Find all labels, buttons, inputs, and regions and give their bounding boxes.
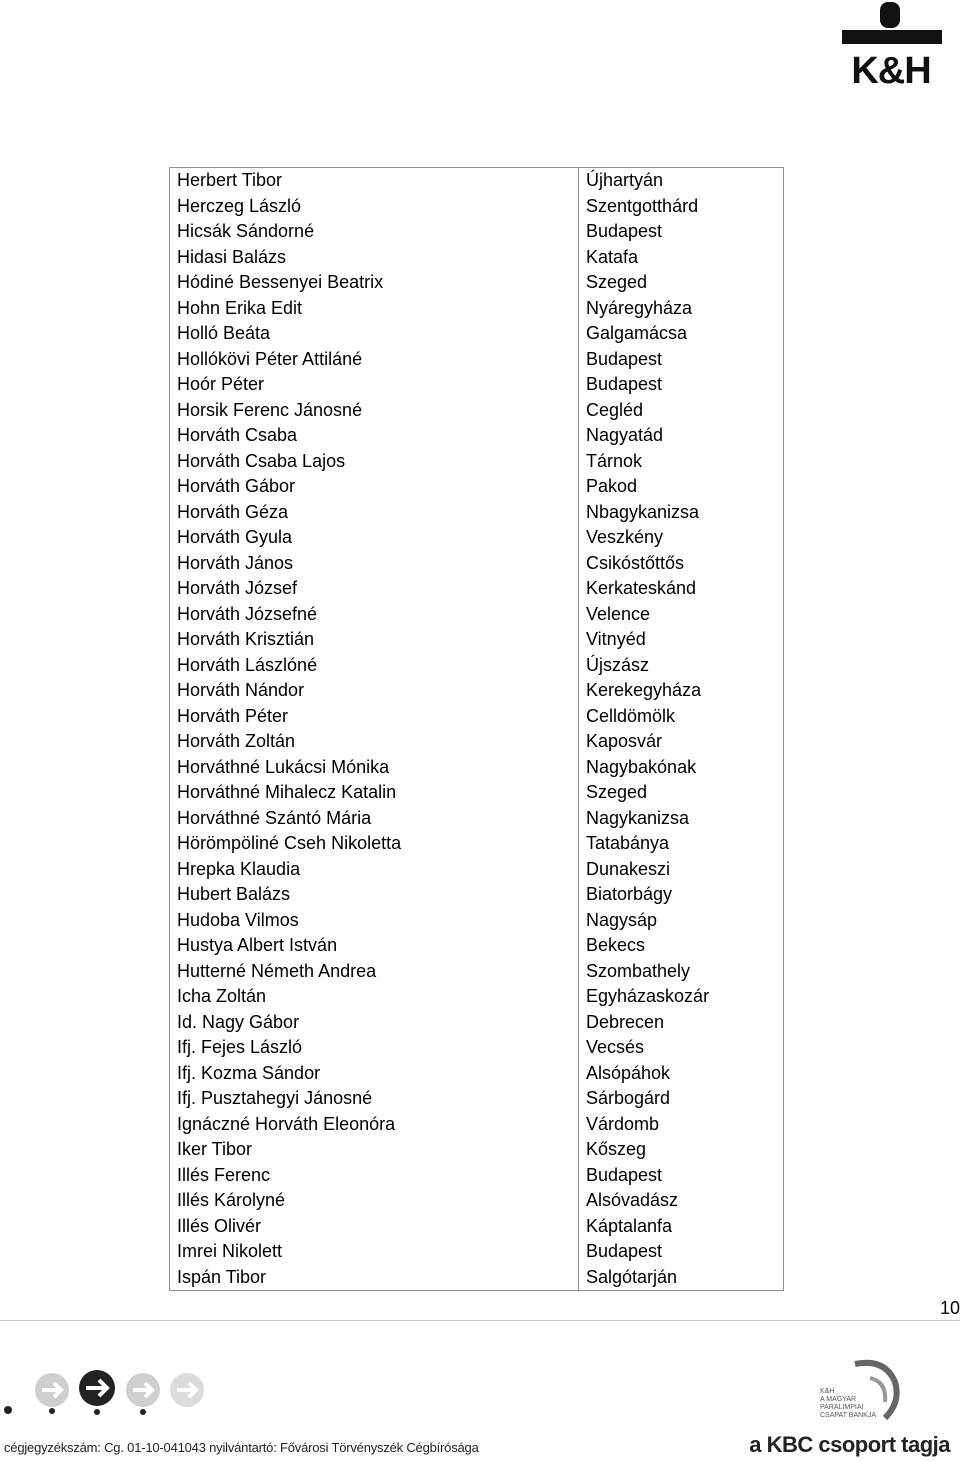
table-row — [170, 270, 784, 296]
table-row — [170, 194, 784, 220]
person-name: Horváth Csaba — [170, 423, 579, 449]
city-name: Alsópáhok — [579, 1061, 784, 1087]
person-name: Hutterné Németh Andrea — [170, 959, 579, 985]
city-name: Debrecen — [579, 1010, 784, 1036]
table-row — [170, 423, 784, 449]
city-name: Szentgotthárd — [579, 194, 784, 220]
person-name: Icha Zoltán — [170, 984, 579, 1010]
person-name: Horváth Csaba Lajos — [170, 449, 579, 475]
city-name: Sárbogárd — [579, 1086, 784, 1112]
person-name: Horváthné Mihalecz Katalin — [170, 780, 579, 806]
person-name: Hohn Erika Edit — [170, 296, 579, 322]
city-name: Kerkateskánd — [579, 576, 784, 602]
city-name: Vitnyéd — [579, 627, 784, 653]
city-name: Várdomb — [579, 1112, 784, 1138]
name-city-table — [169, 167, 784, 1291]
person-name: Holló Beáta — [170, 321, 579, 347]
person-name: Horváth Gábor — [170, 474, 579, 500]
city-name: Velence — [579, 602, 784, 628]
paralympic-text — [820, 1388, 876, 1420]
table-row — [170, 806, 784, 832]
city-name: Katafa — [579, 245, 784, 271]
city-name: Nagybakónak — [579, 755, 784, 781]
city-name: Cegléd — [579, 398, 784, 424]
person-name: Hubert Balázs — [170, 882, 579, 908]
table-row — [170, 1035, 784, 1061]
person-name: Ifj. Kozma Sándor — [170, 1061, 579, 1087]
table-row — [170, 1239, 784, 1265]
table-row — [170, 729, 784, 755]
person-name: Hollókövi Péter Attiláné — [170, 347, 579, 373]
footer-divider — [0, 1320, 960, 1321]
table-row — [170, 653, 784, 679]
table-row — [170, 1163, 784, 1189]
city-name: Nyáregyháza — [579, 296, 784, 322]
person-name: Ispán Tibor — [170, 1265, 579, 1291]
city-name: Kerekegyháza — [579, 678, 784, 704]
person-name: Ifj. Pusztahegyi Jánosné — [170, 1086, 579, 1112]
city-name: Egyházaskozár — [579, 984, 784, 1010]
kh-logo — [832, 0, 950, 92]
city-name: Salgótarján — [579, 1265, 784, 1291]
person-name: Horváth Józsefné — [170, 602, 579, 628]
table-row — [170, 1265, 784, 1291]
person-name: Horváthné Lukácsi Mónika — [170, 755, 579, 781]
table-row — [170, 1137, 784, 1163]
table-row — [170, 551, 784, 577]
table-row — [170, 500, 784, 526]
city-name: Dunakeszi — [579, 857, 784, 883]
city-name: Alsóvadász — [579, 1188, 784, 1214]
table-row — [170, 372, 784, 398]
person-name: Horváthné Szántó Mária — [170, 806, 579, 832]
person-name: Hörömpöliné Cseh Nikoletta — [170, 831, 579, 857]
footer-arrows-icon — [0, 1368, 220, 1416]
city-name: Biatorbágy — [579, 882, 784, 908]
city-name: Celldömölk — [579, 704, 784, 730]
person-name: Illés Olivér — [170, 1214, 579, 1240]
city-name: Újszász — [579, 653, 784, 679]
city-name: Budapest — [579, 347, 784, 373]
table-row — [170, 1112, 784, 1138]
table-row — [170, 755, 784, 781]
city-name: Nagyatád — [579, 423, 784, 449]
table-row — [170, 908, 784, 934]
person-name: Ignáczné Horváth Eleonóra — [170, 1112, 579, 1138]
paralympic-line: A MAGYAR — [820, 1396, 857, 1403]
city-name: Budapest — [579, 1239, 784, 1265]
city-name: Bekecs — [579, 933, 784, 959]
table-row — [170, 882, 784, 908]
logo-text: K&H — [851, 50, 931, 92]
person-name: Illés Károlyné — [170, 1188, 579, 1214]
city-name: Galgamácsa — [579, 321, 784, 347]
city-name: Káptalanfa — [579, 1214, 784, 1240]
city-name: Kőszeg — [579, 1137, 784, 1163]
person-name: Horváth Lászlóné — [170, 653, 579, 679]
paralympic-line: CSAPAT BANKJA — [820, 1412, 877, 1419]
table-row — [170, 321, 784, 347]
table-row — [170, 780, 784, 806]
table-row — [170, 1188, 784, 1214]
city-name: Nagykanizsa — [579, 806, 784, 832]
city-name: Tatabánya — [579, 831, 784, 857]
person-name: Hustya Albert István — [170, 933, 579, 959]
city-name: Tárnok — [579, 449, 784, 475]
person-name: Horváth Gyula — [170, 525, 579, 551]
person-name: Horváth János — [170, 551, 579, 577]
person-name: Horváth Péter — [170, 704, 579, 730]
table-row — [170, 933, 784, 959]
person-name: Id. Nagy Gábor — [170, 1010, 579, 1036]
city-name: Vecsés — [579, 1035, 784, 1061]
table-row — [170, 347, 784, 373]
city-name: Veszkény — [579, 525, 784, 551]
paralympic-line: K&H — [820, 1388, 835, 1395]
person-name: Horváth Krisztián — [170, 627, 579, 653]
city-name: Csikóstőttős — [579, 551, 784, 577]
table-row — [170, 219, 784, 245]
paralympic-line: PARALIMPIAI — [820, 1404, 864, 1411]
table-row — [170, 576, 784, 602]
table-row — [170, 984, 784, 1010]
kbc-tagline: a KBC csoport tagja — [749, 1432, 950, 1457]
table-row — [170, 1086, 784, 1112]
table-row — [170, 857, 784, 883]
city-name: Pakod — [579, 474, 784, 500]
table-row — [170, 704, 784, 730]
person-name: Illés Ferenc — [170, 1163, 579, 1189]
table-row — [170, 449, 784, 475]
person-name: Horváth Zoltán — [170, 729, 579, 755]
table-row — [170, 959, 784, 985]
person-name: Hicsák Sándorné — [170, 219, 579, 245]
table-row — [170, 245, 784, 271]
company-registry: cégjegyzékszám: Cg. 01-10-041043 nyilvántartó: Fővárosi Törvényszék Cégbírósága — [4, 1440, 479, 1455]
table-row — [170, 627, 784, 653]
table-row — [170, 168, 784, 194]
person-name: Horváth Géza — [170, 500, 579, 526]
city-name: Szombathely — [579, 959, 784, 985]
city-name: Nagysáp — [579, 908, 784, 934]
table-row — [170, 1010, 784, 1036]
table-row — [170, 398, 784, 424]
person-name: Hrepka Klaudia — [170, 857, 579, 883]
city-name: Újhartyán — [579, 168, 784, 194]
person-name: Hudoba Vilmos — [170, 908, 579, 934]
page-number: 10 — [939, 1298, 960, 1318]
person-name: Herbert Tibor — [170, 168, 579, 194]
table-row — [170, 1214, 784, 1240]
city-name: Budapest — [579, 219, 784, 245]
city-name: Budapest — [579, 372, 784, 398]
city-name: Nbagykanizsa — [579, 500, 784, 526]
city-name: Budapest — [579, 1163, 784, 1189]
table-row — [170, 525, 784, 551]
person-name: Hoór Péter — [170, 372, 579, 398]
city-name: Szeged — [579, 780, 784, 806]
person-name: Hidasi Balázs — [170, 245, 579, 271]
person-name: Ifj. Fejes László — [170, 1035, 579, 1061]
city-name: Szeged — [579, 270, 784, 296]
person-name: Imrei Nikolett — [170, 1239, 579, 1265]
person-name: Horváth Nándor — [170, 678, 579, 704]
table-row — [170, 474, 784, 500]
table-row — [170, 1061, 784, 1087]
person-name: Horváth József — [170, 576, 579, 602]
table-row — [170, 678, 784, 704]
table-row — [170, 602, 784, 628]
person-name: Herczeg László — [170, 194, 579, 220]
table-body — [170, 168, 784, 1291]
table-row — [170, 831, 784, 857]
table-row — [170, 296, 784, 322]
person-name: Horsik Ferenc Jánosné — [170, 398, 579, 424]
city-name: Kaposvár — [579, 729, 784, 755]
logo-mark-icon — [842, 2, 942, 48]
person-name: Iker Tibor — [170, 1137, 579, 1163]
person-name: Hódiné Bessenyei Beatrix — [170, 270, 579, 296]
